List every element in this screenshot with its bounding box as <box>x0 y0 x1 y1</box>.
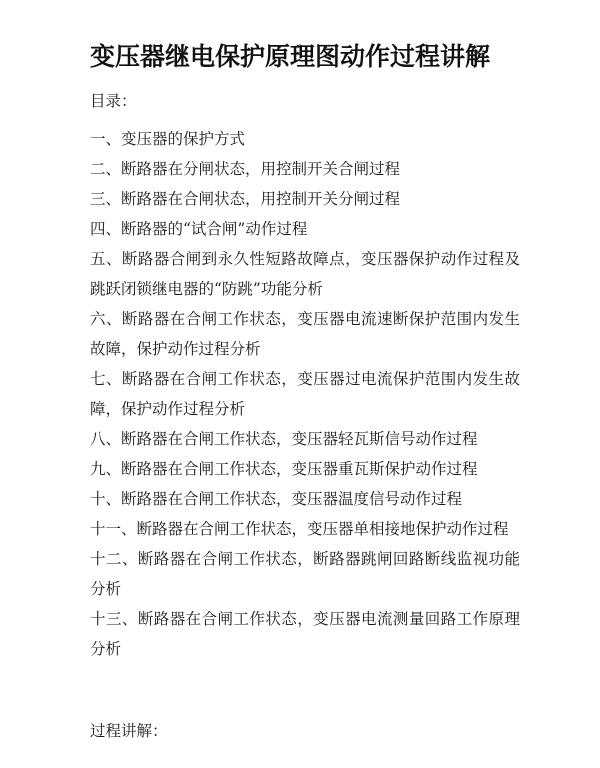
toc-item-8: 八、断路器在合闸工作状态，变压器轻瓦斯信号动作过程 <box>90 430 478 448</box>
toc-item-7: 七、断路器在合闸工作状态，变压器过电流保护范围内发生故障，保护动作过程分析 <box>90 370 520 418</box>
toc-item-9: 九、断路器在合闸工作状态，变压器重瓦斯保护动作过程 <box>90 460 478 478</box>
process-explanation-label: 过程讲解： <box>90 722 168 740</box>
toc-item-4: 四、断路器的“试合闸”动作过程 <box>90 220 308 238</box>
toc-item-5: 五、断路器合闸到永久性短路故障点，变压器保护动作过程及跳跃闭锁继电器的“防跳”功能分析 <box>90 250 520 298</box>
toc-item-12: 十二、断路器在合闸工作状态，断路器跳闸回路断线监视功能分析 <box>90 550 520 598</box>
toc-item-6: 六、断路器在合闸工作状态，变压器电流速断保护范围内发生故障，保护动作过程分析 <box>90 310 520 358</box>
table-of-contents <box>90 124 520 664</box>
document-title: 变压器继电保护原理图动作过程讲解 <box>90 42 491 71</box>
toc-item-1: 一、变压器的保护方式 <box>90 130 246 148</box>
toc-item-10: 十、断路器在合闸工作状态，变压器温度信号动作过程 <box>90 490 463 508</box>
toc-item-11: 十一、断路器在合闸工作状态，变压器单相接地保护动作过程 <box>90 520 509 538</box>
toc-label: 目录： <box>90 92 137 110</box>
toc-item-2: 二、断路器在分闸状态，用控制开关合闸过程 <box>90 160 401 178</box>
toc-item-3: 三、断路器在合闸状态，用控制开关分闸过程 <box>90 190 401 208</box>
toc-item-13: 十三、断路器在合闸工作状态，变压器电流测量回路工作原理分析 <box>90 610 520 658</box>
